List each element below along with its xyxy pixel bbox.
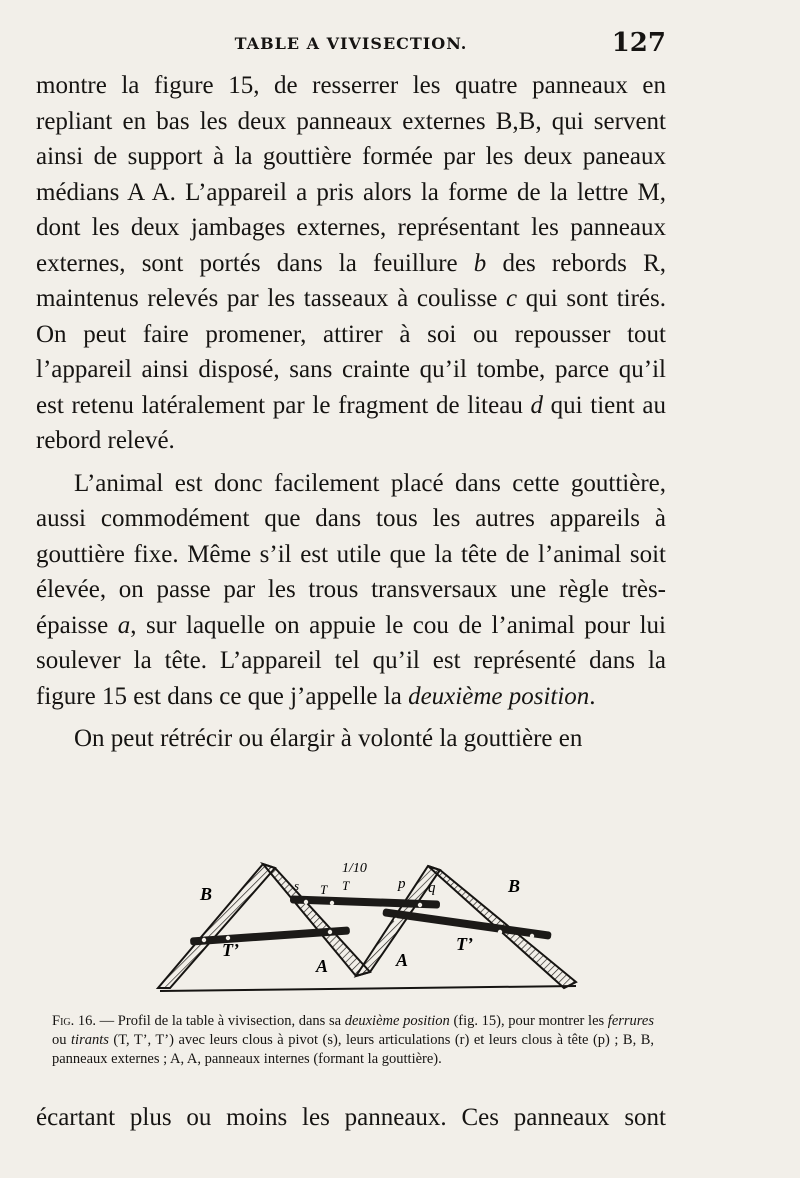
figure-16 bbox=[120, 848, 600, 1008]
table-profile-diagram bbox=[120, 848, 600, 1008]
paragraph-3: On peut rétrécir ou élargir à volonté la gouttière en bbox=[74, 725, 583, 752]
panel-B-left bbox=[158, 864, 275, 988]
running-title: TABLE A VIVISECTION. bbox=[234, 34, 468, 53]
label-s: s bbox=[294, 878, 300, 893]
label-A-right: A bbox=[396, 950, 409, 970]
label-scale: 1/10 bbox=[342, 861, 367, 876]
label-T-top: T bbox=[320, 882, 328, 897]
label-T-top2: T bbox=[342, 878, 350, 893]
label-A-left: A bbox=[316, 956, 329, 976]
label-T-right: T’ bbox=[456, 934, 473, 954]
page-number: 127 bbox=[611, 28, 666, 58]
ground-line bbox=[160, 986, 576, 991]
paragraph-1: montre la figure 15, de resserrer les quatre panneaux en repliant en bas les deux panneaux externes B,B, qui servent ainsi de support à la gouttière formée par les deux paneaux médians A A. L’appareil a pris alors la forme de la lettre M, dont les deux jambages externes, représentant les panneaux externes, sont portés dans la feuillure b des rebords R, maintenus relevés par les tasseaux à coulisse c qui sont tirés. On peut faire promener, attirer à soi ou repousser tout l’appareil ainsi disposé, sans crainte qu’il tombe, parce qu’il est retenu latéralement par le fragment de liteau d qui tient au rebord relevé. bbox=[36, 72, 666, 454]
label-B-right: B bbox=[508, 876, 521, 896]
label-p: p bbox=[398, 876, 406, 892]
paragraph-2: L’animal est donc facilement placé dans cette gouttière, aussi commodément que dans tous les autres appareils à gouttière fixe. Même s’il est utile que la tête de l’animal soit élevée, on passe par les trous transversaux une règle très-épaisse a, sur laquelle on appuie le cou de l’animal pour lui soulever la tête. L’appareil tel qu’il est représenté dans la figure 15 est dans ce que j’appelle la deuxième position. bbox=[36, 469, 666, 710]
body-text bbox=[36, 68, 666, 764]
continuation-line: écartant plus ou moins les panneaux. Ces panneaux sont bbox=[36, 1104, 666, 1131]
figure-caption: Fig. 16. — Profil de la table à vivisection, dans sa deuxième position (fig. 15), pour montrer les ferrures ou tirants (T, T’, T’) avec leurs clous à pivot (s), leurs articulations (r) et leurs clous à tête (p) ; B, B, panneaux externes ; A, A, panneaux internes (formant la gouttière). bbox=[52, 1013, 654, 1067]
label-T-left: T’ bbox=[222, 940, 239, 960]
page-header bbox=[36, 30, 666, 60]
label-q: q bbox=[428, 880, 436, 896]
label-B-left: B bbox=[200, 884, 213, 904]
